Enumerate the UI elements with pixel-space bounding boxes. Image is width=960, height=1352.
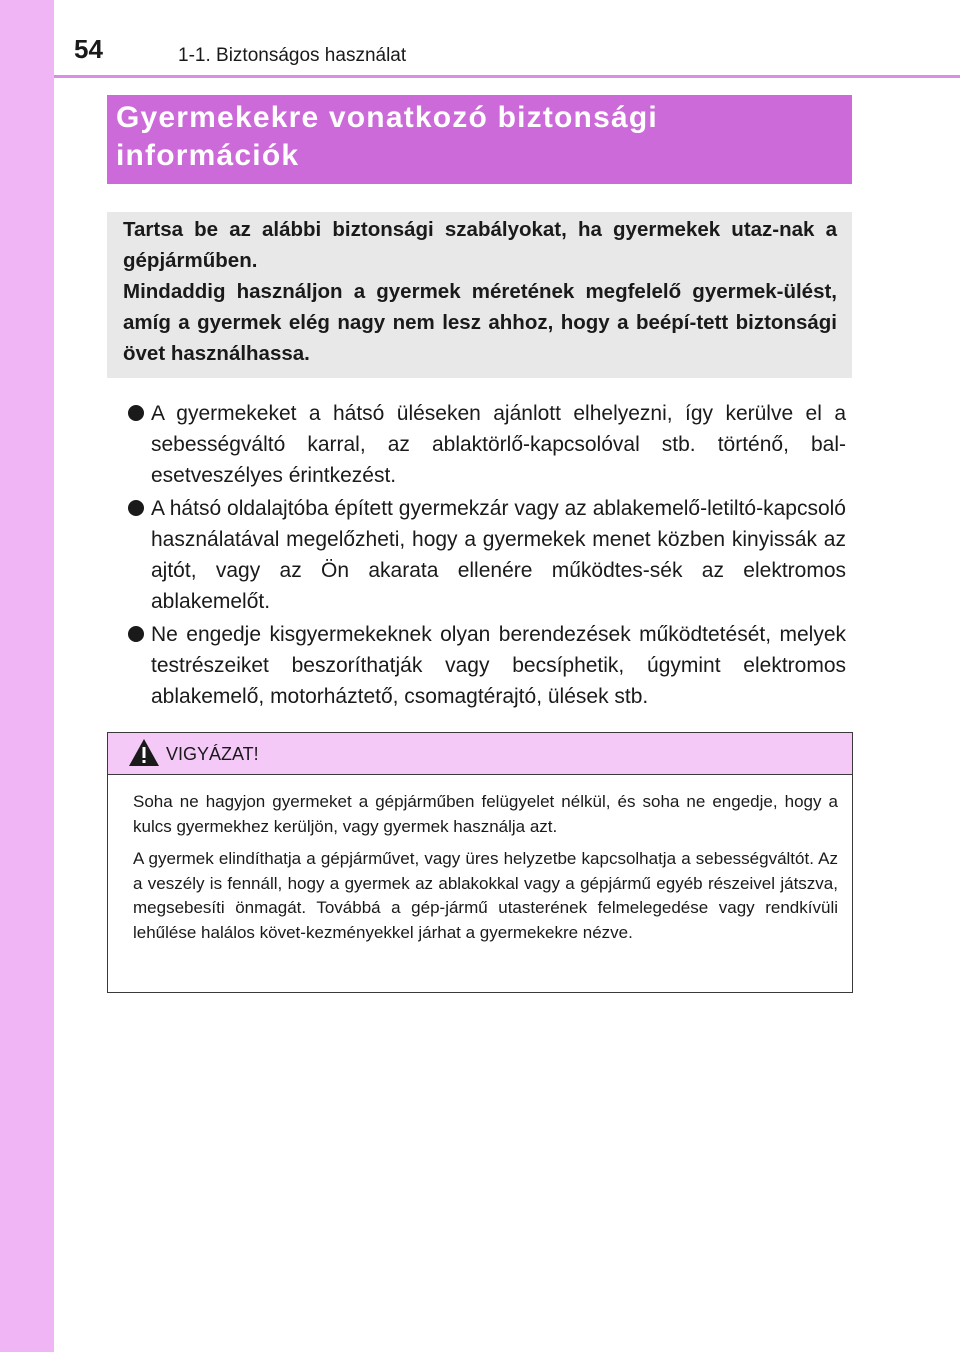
- chapter-title: 1-1. Biztonságos használat: [178, 45, 407, 66]
- caution-box: [107, 732, 853, 993]
- list-item: [128, 619, 846, 712]
- bullet-icon: [128, 500, 144, 516]
- bullet-icon: [128, 405, 144, 421]
- section-title-line2: információk: [116, 139, 300, 172]
- section-banner: [107, 95, 852, 184]
- caution-paragraph-1: Soha ne hagyjon gyermeket a gépjárműben felügyelet nélkül, és soha ne engedje, hogy a kulcs gyermekhez kerüljön, vagy gyermek használja azt.: [133, 792, 838, 836]
- header-divider: [54, 75, 960, 78]
- bullet-icon: [128, 626, 144, 642]
- warning-triangle-icon: [128, 738, 160, 767]
- section-title-line1: Gyermekekre vonatkozó biztonsági: [116, 101, 658, 134]
- caution-label: VIGYÁZAT!: [166, 744, 259, 764]
- bullet-text: A hátsó oldalajtóba épített gyermekzár vagy az ablakemelő-letiltó-kapcsoló használatával megelőzheti, hogy a gyermekek menet közben kinyissák az ajtót, vagy az Ön akarata ellenére működtes-sék az elektromos ablakemelőt.: [151, 497, 846, 613]
- bullet-text: Ne engedje kisgyermekeknek olyan berendezések működtetését, melyek testrészeiket beszoríthatják vagy becsíphetik, úgymint elektromos ablakemelő, motorháztető, csomagtérajtó, ülések stb.: [151, 623, 846, 708]
- page-number: 54: [74, 34, 103, 64]
- caution-paragraph-2: A gyermek elindíthatja a gépjárművet, vagy üres helyzetbe kapcsolhatja a sebességváltót. Az a veszély is fennáll, hogy a gyermek az ablakokkal vagy a gépjármű egyéb részeivel játszva, megsebesíti önmagát. Továbbá a gép-jármű utasterének felmelegedése vagy rendkívüli lehűlése halálos követ-kezményekkel járhat a gyermekekre nézve.: [133, 849, 838, 942]
- intro-paragraph-1: Tartsa be az alábbi biztonsági szabályokat, ha gyermekek utaz-nak a gépjárműben.: [123, 218, 837, 272]
- bullet-list: [128, 398, 846, 714]
- bullet-text: A gyermekeket a hátsó üléseken ajánlott elhelyezni, így kerülve el a sebességváltó karral, az ablaktörlő-kapcsolóval stb. történő, bal-esetveszélyes érintkezést.: [151, 402, 846, 487]
- intro-paragraph-2: Mindaddig használjon a gyermek méretének megfelelő gyermek-ülést, amíg a gyermek elég nagy nem lesz ahhoz, hogy a beépí-tett biztonsági övet használhassa.: [123, 280, 837, 365]
- caution-body: [108, 775, 852, 945]
- intro-box: [107, 212, 852, 378]
- section-title: [116, 99, 842, 175]
- caution-header: [108, 733, 852, 775]
- list-item: [128, 493, 846, 617]
- list-item: [128, 398, 846, 491]
- side-color-strip: [0, 0, 54, 1352]
